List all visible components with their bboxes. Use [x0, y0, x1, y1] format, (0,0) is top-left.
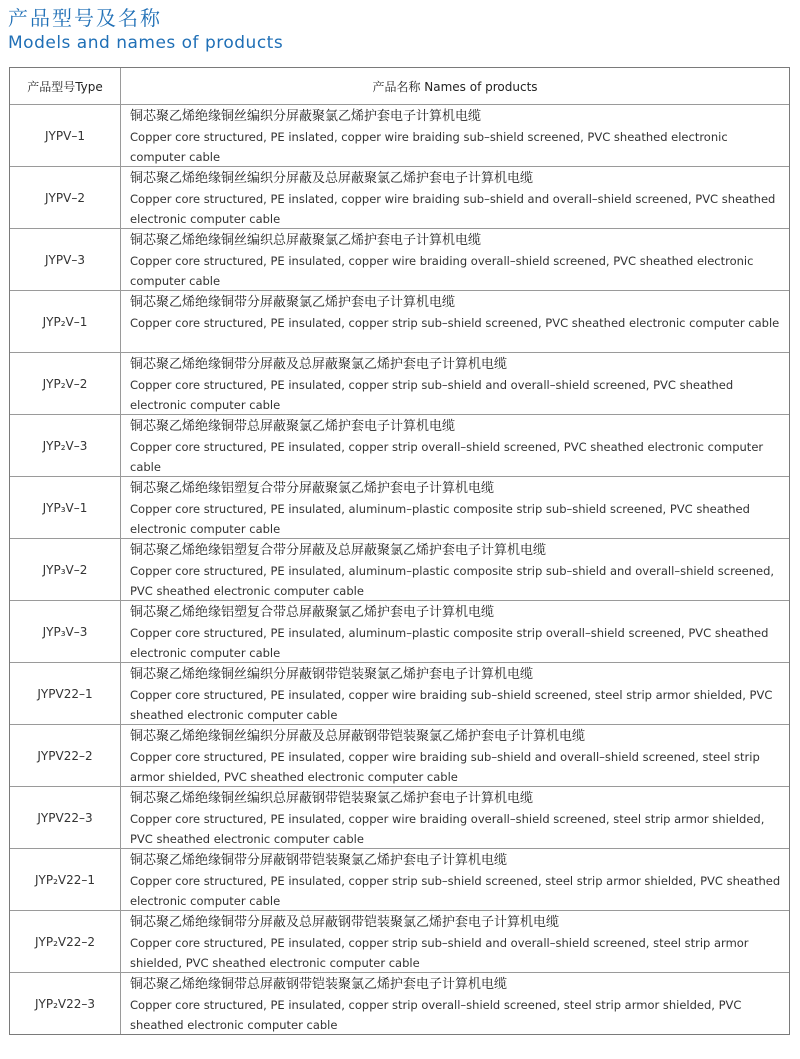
product-name-zh: 铜芯聚乙烯绝缘铜带分屏蔽及总屏蔽钢带铠装聚氯乙烯护套电子计算机电缆 — [130, 915, 560, 930]
table-row — [10, 662, 789, 724]
product-name-zh: 铜芯聚乙烯绝缘铝塑复合带分屏蔽聚氯乙烯护套电子计算机电缆 — [130, 481, 495, 496]
table-row — [10, 414, 789, 476]
product-name-en: Copper core structured, PE inslated, copper wire braiding sub–shield and overall–shield screened, PVC sheathed electronic computer cable — [130, 192, 776, 226]
product-name-en: Copper core structured, PE insulated, aluminum–plastic composite strip sub–shield screened, PVC sheathed electronic computer cable — [130, 502, 750, 536]
table-row — [10, 476, 789, 538]
table-row — [10, 786, 789, 848]
table-row — [10, 724, 789, 786]
product-name-zh: 铜芯聚乙烯绝缘铜丝编织总屏蔽聚氯乙烯护套电子计算机电缆 — [130, 233, 482, 248]
products-table — [9, 67, 790, 1035]
model-code: JYP₂V–2 — [10, 353, 121, 414]
product-name-zh: 铜芯聚乙烯绝缘铜带总屏蔽钢带铠装聚氯乙烯护套电子计算机电缆 — [130, 977, 508, 992]
product-name-zh: 铜芯聚乙烯绝缘铝塑复合带分屏蔽及总屏蔽聚氯乙烯护套电子计算机电缆 — [130, 543, 547, 558]
model-code: JYP₂V–3 — [10, 415, 121, 476]
table-row — [10, 600, 789, 662]
model-code: JYPV–1 — [10, 105, 121, 166]
model-code: JYPV–2 — [10, 167, 121, 228]
product-name-cell — [121, 229, 789, 290]
product-name-en: Copper core structured, PE insulated, aluminum–plastic composite strip sub–shield and overall–shield screened, PVC sheathed electronic computer cable — [130, 564, 775, 598]
model-code: JYP₂V22–2 — [10, 911, 121, 972]
product-name-en: Copper core structured, PE insulated, copper strip sub–shield screened, PVC sheathed electronic computer cable — [130, 316, 780, 330]
product-name-en: Copper core structured, PE insulated, copper strip overall–shield screened, steel strip armor shielded, PVC sheathed electronic computer cable — [130, 998, 742, 1032]
table-header-row — [10, 68, 789, 104]
model-code: JYP₃V–1 — [10, 477, 121, 538]
model-code: JYPV22–1 — [10, 663, 121, 724]
model-code: JYP₂V–1 — [10, 291, 121, 352]
table-row — [10, 538, 789, 600]
table-row — [10, 352, 789, 414]
table-row — [10, 104, 789, 166]
model-code: JYP₂V22–1 — [10, 849, 121, 910]
model-code: JYPV22–2 — [10, 725, 121, 786]
product-name-cell — [121, 105, 789, 166]
product-name-cell — [121, 725, 789, 786]
product-name-en: Copper core structured, PE insulated, copper wire braiding sub–shield screened, steel strip armor shielded, PVC sheathed electronic computer cable — [130, 688, 773, 722]
product-name-cell — [121, 415, 789, 476]
product-name-cell — [121, 973, 789, 1034]
product-name-cell — [121, 167, 789, 228]
product-name-cell — [121, 353, 789, 414]
product-name-cell — [121, 601, 789, 662]
table-row — [10, 910, 789, 972]
table-row — [10, 166, 789, 228]
model-code: JYP₃V–2 — [10, 539, 121, 600]
product-name-zh: 铜芯聚乙烯绝缘铜带分屏蔽及总屏蔽聚氯乙烯护套电子计算机电缆 — [130, 357, 508, 372]
product-name-zh: 铜芯聚乙烯绝缘铜带分屏蔽钢带铠装聚氯乙烯护套电子计算机电缆 — [130, 853, 508, 868]
product-name-zh: 铜芯聚乙烯绝缘铜丝编织分屏蔽聚氯乙烯护套电子计算机电缆 — [130, 109, 482, 124]
product-name-cell — [121, 849, 789, 910]
model-code: JYP₃V–3 — [10, 601, 121, 662]
product-name-cell — [121, 911, 789, 972]
product-name-zh: 铜芯聚乙烯绝缘铜丝编织分屏蔽及总屏蔽钢带铠装聚氯乙烯护套电子计算机电缆 — [130, 729, 586, 744]
product-name-en: Copper core structured, PE insulated, copper strip sub–shield and overall–shield screened, steel strip armor shielded, PVC sheathed electronic computer cable — [130, 936, 749, 970]
page-header — [8, 6, 283, 54]
table-row — [10, 228, 789, 290]
product-name-en: Copper core structured, PE insulated, copper strip overall–shield screened, PVC sheathed electronic computer cable — [130, 440, 764, 474]
product-name-en: Copper core structured, PE insulated, copper wire braiding sub–shield and overall–shield screened, steel strip armor shielded, PVC sheathed electronic computer cable — [130, 750, 760, 784]
product-name-en: Copper core structured, PE insulated, copper strip sub–shield and overall–shield screened, PVC sheathed electronic computer cable — [130, 378, 734, 412]
product-name-en: Copper core structured, PE insulated, copper wire braiding overall–shield screened, PVC sheathed electronic computer cable — [130, 254, 754, 288]
product-name-cell — [121, 539, 789, 600]
product-name-zh: 铜芯聚乙烯绝缘铜丝编织总屏蔽钢带铠装聚氯乙烯护套电子计算机电缆 — [130, 791, 534, 806]
product-name-zh: 铜芯聚乙烯绝缘铝塑复合带总屏蔽聚氯乙烯护套电子计算机电缆 — [130, 605, 495, 620]
table-row — [10, 290, 789, 352]
product-name-en: Copper core structured, PE insulated, aluminum–plastic composite strip overall–shield screened, PVC sheathed electronic computer cable — [130, 626, 769, 660]
model-code: JYP₂V22–3 — [10, 973, 121, 1034]
product-name-en: Copper core structured, PE insulated, copper wire braiding overall–shield screened, steel strip armor shielded, PVC sheathed electronic computer cable — [130, 812, 765, 846]
product-name-cell — [121, 787, 789, 848]
model-code: JYPV–3 — [10, 229, 121, 290]
product-name-zh: 铜芯聚乙烯绝缘铜丝编织分屏蔽钢带铠装聚氯乙烯护套电子计算机电缆 — [130, 667, 534, 682]
column-header-name: 产品名称 Names of products — [372, 79, 538, 94]
product-name-en: Copper core structured, PE inslated, copper wire braiding sub–shield screened, PVC sheathed electronic computer cable — [130, 130, 728, 164]
product-name-zh: 铜芯聚乙烯绝缘铜带总屏蔽聚氯乙烯护套电子计算机电缆 — [130, 419, 456, 434]
model-code: JYPV22–3 — [10, 787, 121, 848]
product-name-zh: 铜芯聚乙烯绝缘铜带分屏蔽聚氯乙烯护套电子计算机电缆 — [130, 295, 456, 310]
product-name-en: Copper core structured, PE insulated, copper strip sub–shield screened, steel strip armor shielded, PVC sheathed electronic computer cable — [130, 874, 781, 908]
product-name-cell — [121, 663, 789, 724]
product-name-zh: 铜芯聚乙烯绝缘铜丝编织分屏蔽及总屏蔽聚氯乙烯护套电子计算机电缆 — [130, 171, 534, 186]
product-name-cell — [121, 477, 789, 538]
page-title-en: Models and names of products — [8, 33, 284, 53]
product-name-cell — [121, 291, 789, 352]
table-row — [10, 972, 789, 1034]
table-row — [10, 848, 789, 910]
column-header-model: 产品型号Type — [10, 68, 121, 104]
page-title-zh: 产品型号及名称 — [8, 6, 162, 30]
